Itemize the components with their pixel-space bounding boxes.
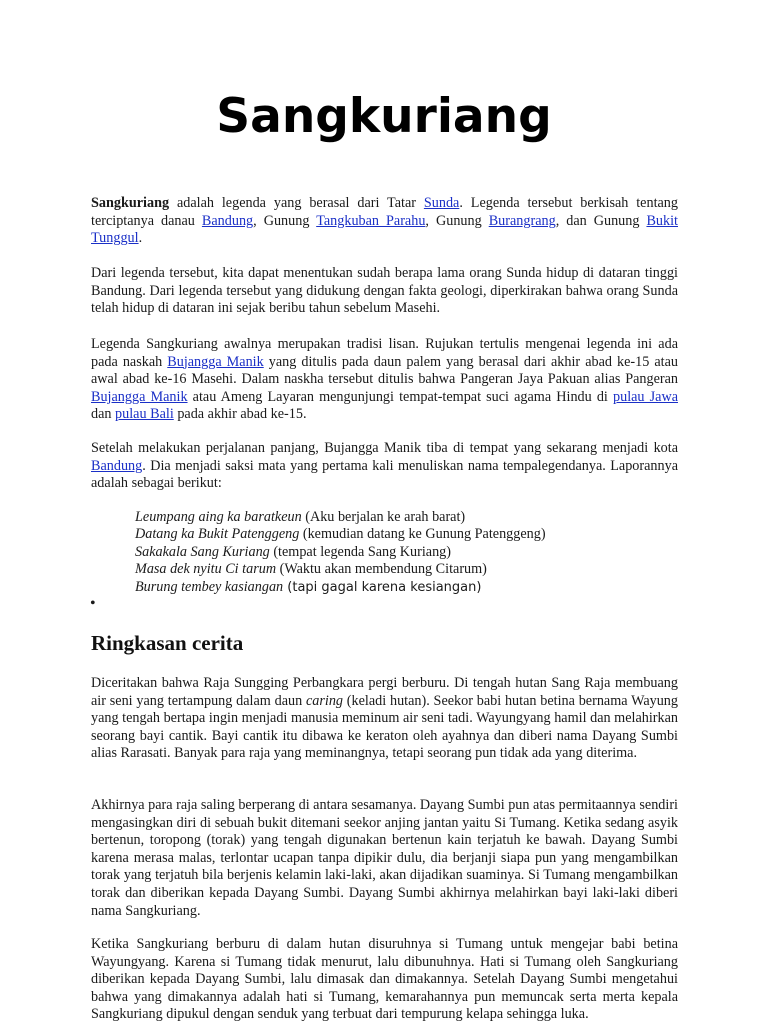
intro-paragraph: Sangkuriang adalah legenda yang berasal dari Tatar Sunda. Legenda tersebut berkisah tentang terciptanya danau Bandung, Gunung Tangkuban Parahu, Gunung Burangrang, dan Gunung Bukit Tunggul. bbox=[91, 195, 678, 247]
quote-list bbox=[135, 509, 546, 596]
quote-line: Sakakala Sang Kuriang (tempat legenda Sang Kuriang) bbox=[135, 543, 452, 560]
link-tangkuban-parahu[interactable]: Tangkuban Parahu bbox=[316, 212, 426, 229]
paragraph-6: Akhirnya para raja saling berperang di antara sesamanya. Dayang Sumbi pun atas permitaannya sendiri mengasingkan diri di sebuah bukit ditemani seekor anjing jantan yaitu Si Tumang. Ketika sedang asyik bertenun, toropong (torak) yang tengah digunakan bertenun kain terjatuh ke bawah. Dayang Sumbi karena merasa malas, terlontar ucapan tanpa dipikir dulu, dia berjanji siapa pun yang mengambilkan torak yang terjatuh bila berjenis kelamin laki-laki, akan dijadikan suaminya. Si Tumang mengambilkan torak dan diberikan kepada Dayang Sumbi. Dayang Sumbi akhirnya melahirkan bayi laki-laki diberi nama Sangkuriang. bbox=[91, 797, 678, 919]
link-burangrang[interactable]: Burangrang bbox=[488, 212, 556, 229]
paragraph-4: Setelah melakukan perjalanan panjang, Bujangga Manik tiba di tempat yang sekarang menjadi kota Bandung. Dia menjadi saksi mata yang pertama kali menuliskan nama tempalegendanya. Laporannya adalah sebagai berikut: bbox=[91, 440, 678, 492]
link-pulau-jawa[interactable]: pulau Jawa bbox=[613, 388, 678, 405]
quote-line: Datang ka Bukit Patenggeng (kemudian datang ke Gunung Patenggeng) bbox=[135, 526, 546, 543]
page-title: Sangkuriang bbox=[216, 89, 552, 144]
paragraph-2: Dari legenda tersebut, kita dapat menentukan sudah berapa lama orang Sunda hidup di dataran tinggi Bandung. Dari legenda tersebut yang didukung dengan fakta geologi, diperkirakan bahwa orang Sunda telah hidup di dataran ini sejak beribu tahun sebelum Masehi. bbox=[91, 265, 678, 317]
link-bukit-tunggul[interactable]: Bukit Tunggul bbox=[91, 212, 678, 247]
section-heading: Ringkasan cerita bbox=[91, 631, 244, 655]
bullet-point: • bbox=[90, 595, 96, 612]
quote-line: Burung tembey kasiangan (tapi gagal karena kesiangan) bbox=[135, 578, 482, 595]
paragraph-7: Ketika Sangkuriang berburu di dalam hutan disuruhnya si Tumang untuk mengejar babi betina Wayungyang. Karena si Tumang tidak menurut, lalu dibunuhnya. Hati si Tumang oleh Sangkuriang diberikan kepada Dayang Sumbi, lalu dimasak dan dimakannya. Setelah Dayang Sumbi mengetahui bahwa yang dimakannya adalah hati si Tumang, kemarahannya pun memuncak serta merta kepala Sangkuriang dipukul dengan senduk yang terbuat dari tempurung kelapa sehingga luka. bbox=[91, 936, 678, 1023]
link-pulau-bali[interactable]: pulau Bali bbox=[115, 406, 174, 423]
link-bujangga-manik-2[interactable]: Bujangga Manik bbox=[91, 388, 188, 405]
link-bandung[interactable]: Bandung bbox=[201, 212, 254, 229]
link-sunda[interactable]: Sunda bbox=[423, 195, 460, 211]
paragraph-3: Legenda Sangkuriang awalnya merupakan tradisi lisan. Rujukan tertulis mengenai legenda ini ada pada naskah Bujangga Manik yang ditulis pada daun palem yang berasal dari akhir abad ke-15 atau awal abad ke-16 Masehi. Dalam naskha tersebut ditulis bahwa Pangeran Jaya Pakuan alias Pangeran Bujangga Manik atau Ameng Layaran mengunjungi tempat-tempat suci agama Hindu di pulau Jawa dan pulau Bali pada akhir abad ke-15. bbox=[91, 336, 678, 423]
link-bandung-2[interactable]: Bandung bbox=[91, 457, 143, 474]
quote-line: Masa dek nyitu Ci tarum (Waktu akan membendung Citarum) bbox=[135, 561, 487, 578]
link-bujangga-manik[interactable]: Bujangga Manik bbox=[167, 353, 264, 370]
paragraph-5: Diceritakan bahwa Raja Sungging Perbangkara pergi berburu. Di tengah hutan Sang Raja membuang air seni yang tertampung dalam daun caring (keladi hutan). Seekor babi hutan betina bernama Wayung yang tengah bertapa ingin menjadi manusia meminum air seni tadi. Wayungyang hamil dan melahirkan seorang bayi cantik. Bayi cantik itu dibawa ke keraton oleh ayahnya dan diberi nama Dayang Sumbi alias Rarasati. Banyak para raja yang meminangnya, tetapi seorang pun tidak ada yang diterima. bbox=[91, 675, 678, 762]
term-bold: Sangkuriang bbox=[91, 195, 170, 211]
quote-line: Leumpang aing ka baratkeun (Aku berjalan ke arah barat) bbox=[135, 509, 466, 525]
